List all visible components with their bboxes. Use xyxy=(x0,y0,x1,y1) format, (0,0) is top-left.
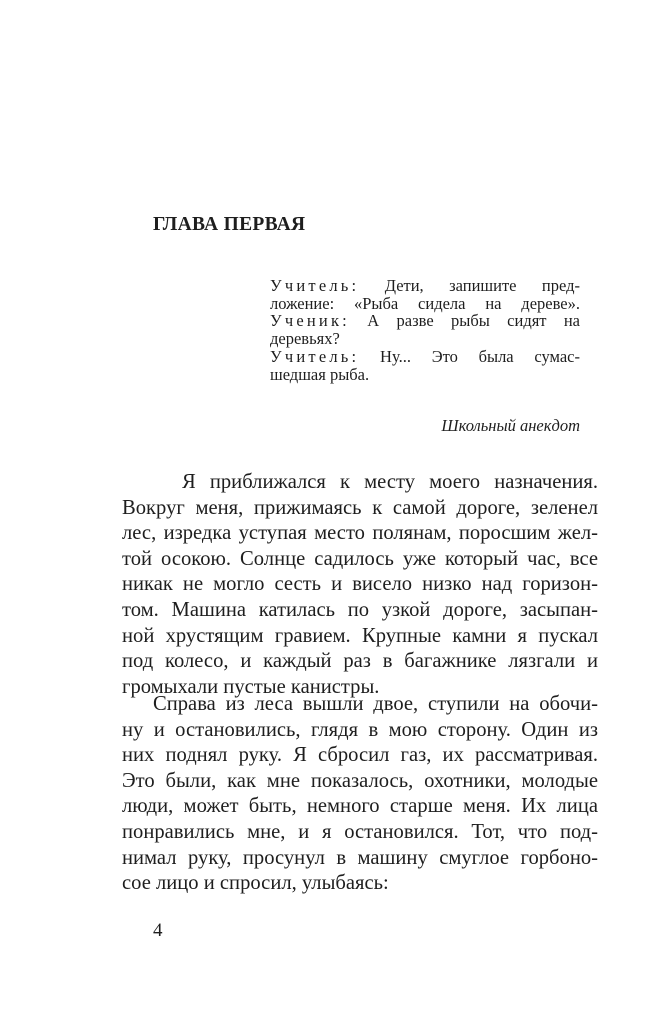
text-line: ну и остановились, глядя в мою сторону. Один из xyxy=(122,718,598,741)
epigraph-line: шедшая рыба. xyxy=(270,364,370,384)
text-line: понравились мне, и я остановился. Тот, что под- xyxy=(122,820,598,843)
text-line: ной хрустящим гравием. Крупные камни я пускал xyxy=(122,624,598,647)
epigraph xyxy=(270,277,580,383)
text-line: том. Машина катилась по узкой дороге, засыпан- xyxy=(122,598,598,621)
text-line: Справа из леса вышли двое, ступили на обочи- xyxy=(153,693,598,715)
epigraph-source: Школьный анекдот xyxy=(441,416,580,435)
text-line: Это были, как мне показалось, охотники, молодые xyxy=(122,769,598,792)
text-line: люди, может быть, немного старше меня. Их лица xyxy=(122,795,598,818)
text-line: под колесо, и каждый раз в багажнике лязгали и xyxy=(122,650,598,673)
epigraph-text: А разве рыбы сидят на xyxy=(349,311,580,331)
speaker: Учитель: xyxy=(270,346,360,366)
epigraph-line xyxy=(270,312,580,330)
page-number: 4 xyxy=(153,920,163,941)
text-line: никак не могло сесть и висело низко над горизон- xyxy=(122,573,598,596)
text-line: них поднял руку. Я сбросил газ, их рассматривая. xyxy=(122,744,598,767)
text-line: Вокруг меня, прижимаясь к самой дороге, зеленел xyxy=(122,496,598,519)
text-line: сое лицо и спросил, улыбаясь: xyxy=(122,872,389,895)
paragraph xyxy=(122,470,598,700)
text-line: нимал руку, просунул в машину смуглое горбоно- xyxy=(122,846,598,869)
epigraph-line xyxy=(270,348,580,366)
speaker: Ученик: xyxy=(270,311,350,331)
text-line: той осокою. Солнце садилось уже который час, все xyxy=(122,547,598,570)
speaker: Учитель: xyxy=(270,276,360,295)
epigraph-line: ложение: «Рыба сидела на дереве». xyxy=(270,293,580,313)
text-line: Я приближался к месту моего назначения. xyxy=(182,471,598,493)
epigraph-line: деревьях? xyxy=(270,329,340,349)
chapter-title: ГЛАВА ПЕРВАЯ xyxy=(153,214,306,235)
epigraph-line xyxy=(270,277,580,295)
text-line: громыхали пустые канистры. xyxy=(122,675,380,698)
text-line: лес, изредка уступая место полянам, поросшим жел- xyxy=(122,522,598,545)
paragraph xyxy=(122,692,598,897)
epigraph-text: Дети, запишите пред- xyxy=(359,276,580,295)
epigraph-text: Ну... Это была сумас- xyxy=(359,346,580,366)
